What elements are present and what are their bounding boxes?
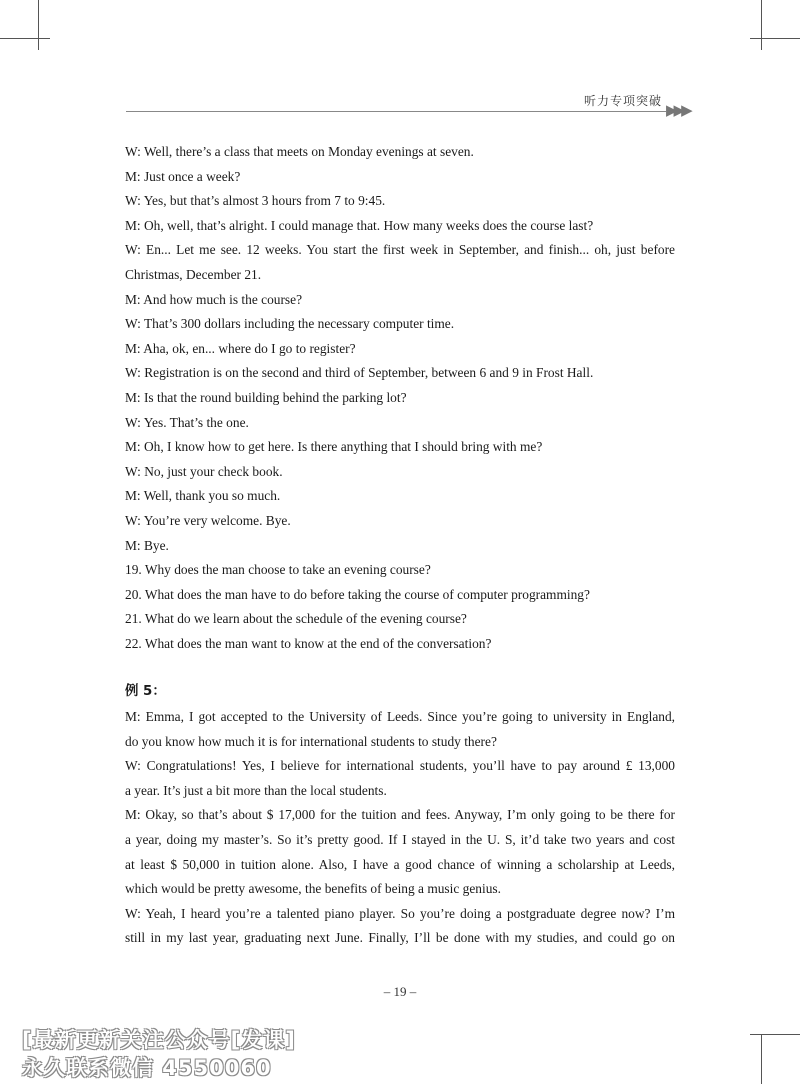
crop-mark-tl-h xyxy=(0,38,50,39)
text-line: M: Okay, so that’s about $ 17,000 for the tuition and fees. Anyway, I’m only going to be there for xyxy=(125,807,675,823)
text-line: W: Registration is on the second and third of September, between 6 and 9 in Frost Hall. xyxy=(125,365,594,381)
crop-mark-tl-v xyxy=(38,0,39,50)
text-line: a year. It’s just a bit more than the local students. xyxy=(125,782,387,798)
text-line: a year, doing my master’s. So it’s pretty good. If I stayed in the U. S, it’d take two years and cost xyxy=(125,832,675,848)
page-number: – 19 – xyxy=(383,984,417,999)
crop-mark-tr-h xyxy=(750,38,800,39)
text-line: Christmas, December 21. xyxy=(125,266,262,282)
text-line: W: En... Let me see. 12 weeks. You start the first week in September, and finish... oh, just before xyxy=(125,242,675,258)
text-line: M: And how much is the course? xyxy=(125,291,303,307)
text-line: M: Oh, well, that’s alright. I could manage that. How many weeks does the course last? xyxy=(125,217,594,233)
text-line: W: That’s 300 dollars including the necessary computer time. xyxy=(125,316,455,332)
text-line: which would be pretty awesome, the benefits of being a music genius. xyxy=(125,881,501,897)
watermark-line-2: 永久联系微信 4550060 xyxy=(22,1056,272,1080)
text-line: M: Well, thank you so much. xyxy=(125,488,281,504)
text-line: M: Just once a week? xyxy=(125,168,241,184)
example-title: 例 5： xyxy=(125,684,166,700)
text-line: 22. What does the man want to know at the end of the conversation? xyxy=(125,635,492,651)
text-line: M: Is that the round building behind the parking lot? xyxy=(125,389,407,405)
text-line: still in my last year, graduating next June. Finally, I’ll be done with my studies, and could go on xyxy=(125,930,675,946)
text-line: M: Bye. xyxy=(125,537,169,553)
crop-mark-br-v xyxy=(761,1034,762,1084)
text-line: at least $ 50,000 in tuition alone. Also, I have a good chance of winning a scholarship at Leeds, xyxy=(125,856,675,872)
crop-mark-tr-v xyxy=(761,0,762,50)
text-line: W: Congratulations! Yes, I believe for international students, you’ll have to pay around £ 13,000 xyxy=(125,758,675,774)
header-rule xyxy=(126,111,666,112)
page-content xyxy=(125,140,675,951)
text-line: do you know how much it is for international students to study there? xyxy=(125,733,497,749)
text-line: W: Yes, but that’s almost 3 hours from 7 to 9:45. xyxy=(125,193,386,209)
watermark-line-1: [最新更新关注公众号[发课] xyxy=(22,1028,296,1052)
header-arrows-icon: ▶▶▶ xyxy=(666,101,689,119)
text-line: W: No, just your check book. xyxy=(125,463,283,479)
section-gap xyxy=(125,656,675,680)
text-line: M: Oh, I know how to get here. Is there anything that I should bring with me? xyxy=(125,439,543,455)
text-line: 21. What do we learn about the schedule of the evening course? xyxy=(125,611,467,627)
text-line: 20. What does the man have to do before taking the course of computer programming? xyxy=(125,586,590,602)
text-line: 19. Why does the man choose to take an evening course? xyxy=(125,562,431,578)
text-line: W: Yeah, I heard you’re a talented piano player. So you’re doing a postgraduate degree now? I’m xyxy=(125,905,675,921)
text-line: W: You’re very welcome. Bye. xyxy=(125,512,291,528)
dialogue-section xyxy=(125,140,675,656)
text-line: M: Emma, I got accepted to the University of Leeds. Since you’re going to university in England, xyxy=(125,709,675,725)
text-line: W: Yes. That’s the one. xyxy=(125,414,249,430)
header-title: 听力专项突破 xyxy=(583,94,662,108)
text-line: M: Aha, ok, en... where do I go to register? xyxy=(125,340,356,356)
text-line: W: Well, there’s a class that meets on Monday evenings at seven. xyxy=(125,144,474,159)
crop-mark-br-h xyxy=(750,1034,800,1035)
example-dialogue xyxy=(125,705,675,951)
